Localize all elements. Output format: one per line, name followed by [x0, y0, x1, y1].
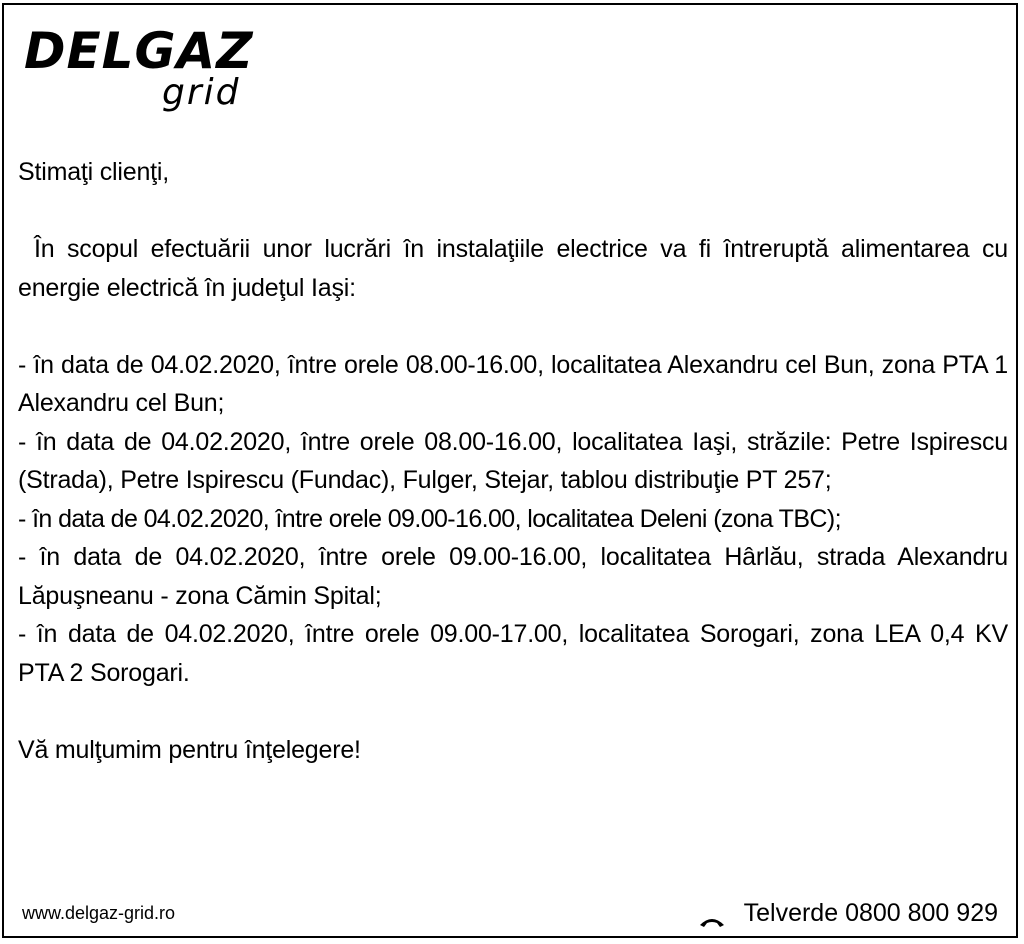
logo-wordmark: DELGAZ	[24, 22, 254, 80]
hotline-number: Telverde 0800 800 929	[743, 899, 998, 927]
logo-subtitle: grid	[162, 72, 241, 113]
greeting: Stimaţi clienţi,	[18, 158, 170, 186]
website-link[interactable]: www.delgaz-grid.ro	[22, 903, 176, 923]
outage-item-3: - în data de 04.02.2020, între orele 09.00-16.00, localitatea Deleni (zona TBC);	[18, 504, 841, 533]
closing-line: Vă mulţumim pentru înţelegere!	[18, 735, 361, 764]
outage-item-2: - în data de 04.02.2020, între orele 08.00-16.00, localitatea Iaşi, străzile: Petre Ispirescu (Strada), Petre Ispirescu (Fundac), Fulger, Stejar, tablou distribuţie PT 257;	[18, 427, 1008, 494]
delgaz-grid-logo	[24, 23, 264, 119]
outage-item-5: - în data de 04.02.2020, între orele 09.00-17.00, localitatea Sorogari, zona LEA 0,4 KV PTA 2 Sorogari.	[18, 620, 1008, 687]
telephone-icon	[698, 906, 726, 920]
notice-frame	[2, 3, 1018, 938]
outage-item-4: - în data de 04.02.2020, între orele 09.00-16.00, localitatea Hârlău, strada Alexandru Lăpuşneanu - zona Cămin Spital;	[18, 543, 1008, 610]
notice-body	[18, 153, 1008, 769]
outage-item-1: - în data de 04.02.2020, între orele 08.00-16.00, localitatea Alexandru cel Bun, zona PTA 1 Alexandru cel Bun;	[18, 350, 1008, 417]
hotline	[698, 898, 998, 928]
intro-paragraph: În scopul efectuării unor lucrări în instalaţiile electrice va fi întreruptă alimentarea cu energie electrică în judeţul Iaşi:	[18, 235, 1008, 302]
